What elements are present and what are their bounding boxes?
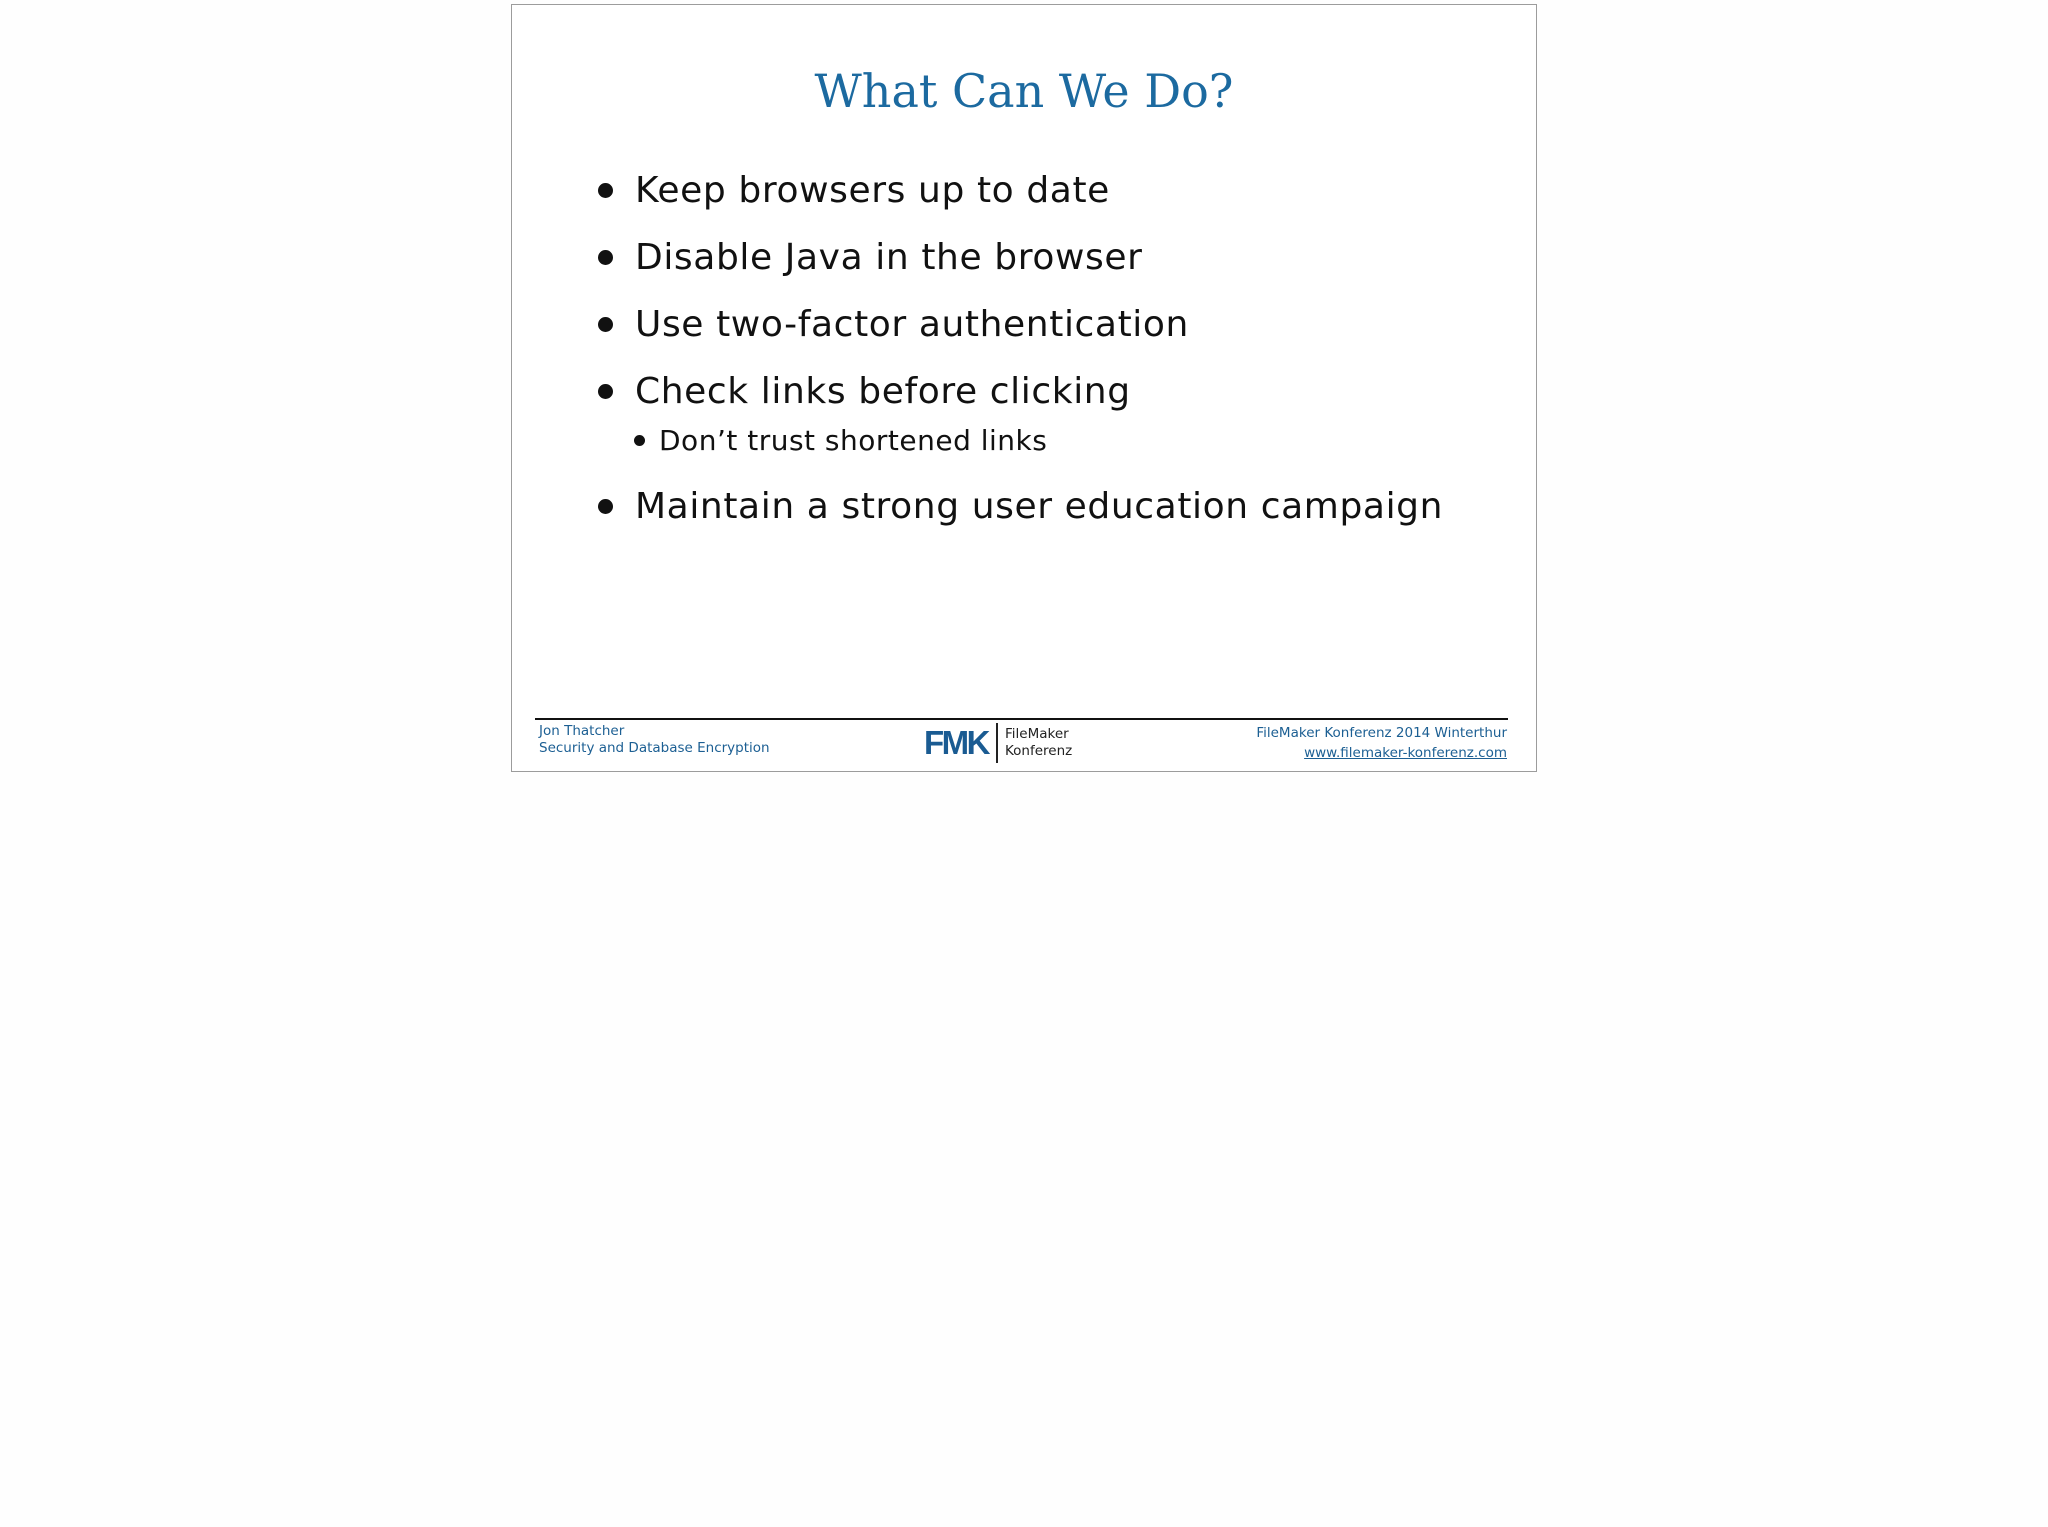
bullet-list <box>512 5 1536 771</box>
bullet-text: Maintain a strong user education campaign <box>635 485 1444 527</box>
bullet-dot-icon <box>598 183 613 198</box>
footer-right <box>1256 723 1507 763</box>
fmk-logo-mark: FMK <box>924 724 988 761</box>
sub-bullet-dot-icon <box>634 435 645 446</box>
bullet-dot-icon <box>598 250 613 265</box>
bullet-text: Use two-factor authentication <box>635 303 1189 345</box>
bullet-text: Check links before clicking <box>635 370 1131 412</box>
footer-author: Jon Thatcher <box>539 723 625 739</box>
bullet-item <box>598 299 1189 349</box>
logo-line-konferenz: Konferenz <box>1004 743 1073 759</box>
footer-event: FileMaker Konferenz 2014 Winterthur <box>1256 725 1507 741</box>
footer-left <box>539 723 770 757</box>
logo-line-filemaker: FileMaker <box>1004 726 1069 742</box>
slide-title: What Can We Do? <box>814 64 1234 118</box>
sub-bullet-text: Don’t trust shortened links <box>659 423 1048 457</box>
bullet-item <box>598 481 1443 531</box>
bullet-item <box>598 366 1131 416</box>
footer-url-link[interactable]: www.filemaker-konferenz.com <box>1304 745 1507 761</box>
bullet-text: Keep browsers up to date <box>635 169 1110 211</box>
bullet-text: Disable Java in the browser <box>635 236 1143 278</box>
bullet-dot-icon <box>598 384 613 399</box>
footer-talk-title: Security and Database Encryption <box>539 740 770 756</box>
fmk-logo-words <box>1005 726 1072 760</box>
bullet-dot-icon <box>598 499 613 514</box>
fmk-logo <box>924 721 1072 765</box>
bullet-dot-icon <box>598 317 613 332</box>
logo-separator <box>996 723 998 763</box>
bullet-item <box>598 165 1110 215</box>
slide <box>511 4 1537 772</box>
footer-divider <box>535 718 1508 720</box>
sub-bullet-item <box>634 422 1047 458</box>
bullet-item <box>598 232 1143 282</box>
